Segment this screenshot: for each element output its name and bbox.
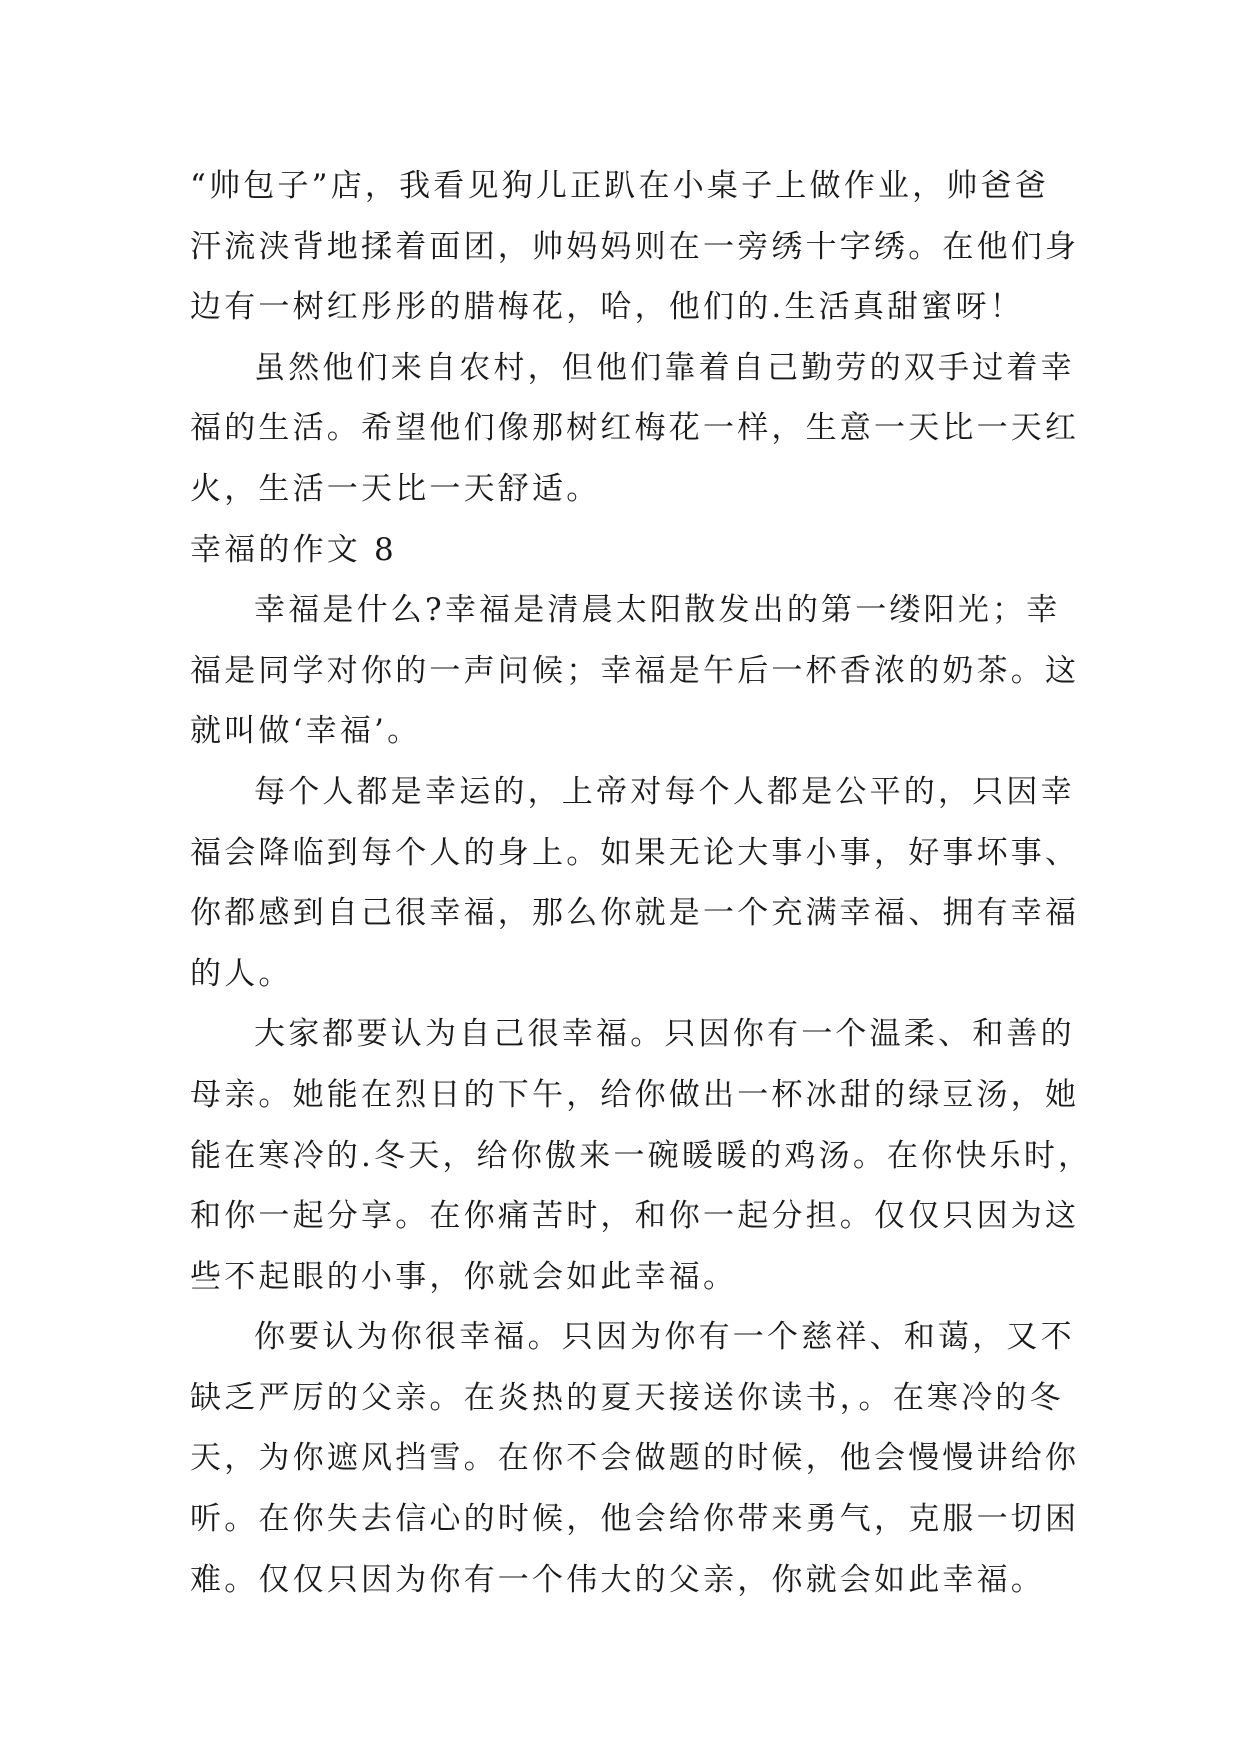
text-line: 能在寒冷的.冬天，给你傲来一碗暖暖的鸡汤。在你快乐时，	[190, 1137, 1093, 1174]
text-line: 就叫做‘幸福’。	[190, 713, 422, 750]
text-line: 福会降临到每个人的身上。如果无论大事小事，好事坏事、	[190, 834, 1080, 871]
text-line: 听。在你失去信心的时候，他会给你带来勇气，克服一切困	[190, 1501, 1080, 1538]
text-line: 火，生活一天比一天舒适。	[190, 470, 601, 507]
text-line: 些不起眼的小事，你就会如此幸福。	[190, 1258, 738, 1295]
text-line: 福的生活。希望他们像那树红梅花一样，生意一天比一天红	[190, 410, 1080, 447]
text-line: 母亲。她能在烈日的下午，给你做出一杯冰甜的绿豆汤，她	[190, 1076, 1080, 1113]
text-line: 汗流浃背地揉着面团，帅妈妈则在一旁绣十字绣。在他们身	[190, 228, 1080, 265]
text-line: 缺乏严厉的父亲。在炎热的夏天接送你读书，。在寒冷的冬	[190, 1379, 1064, 1416]
text-line: 福是同学对你的一声问候；幸福是午后一杯香浓的奶茶。这	[190, 652, 1080, 689]
document-body	[190, 156, 1093, 1610]
text-line: 边有一树红彤彤的腊梅花，哈，他们的.生活真甜蜜呀！	[190, 289, 1024, 326]
text-line: 你都感到自己很幸福，那么你就是一个充满幸福、拥有幸福	[190, 895, 1080, 932]
text-line: “帅包子”店，我看见狗儿正趴在小桌子上做作业，帅爸爸	[190, 168, 1049, 204]
paragraph-start-line: 幸福是什么?幸福是清晨太阳散发出的第一缕阳光；幸	[254, 592, 1061, 629]
text-line: 的人。	[190, 955, 293, 992]
text-line: 难。仅仅只因为你有一个伟大的父亲，你就会如此幸福。	[190, 1561, 1045, 1598]
paragraph-start-line: 每个人都是幸运的，上帝对每个人都是公平的，只因幸	[254, 773, 1075, 810]
paragraph-start-line: 虽然他们来自农村，但他们靠着自己勤劳的双手过着幸	[254, 349, 1075, 386]
section-title: 幸福的作文 8	[190, 531, 397, 568]
text-line: 天，为你遮风挡雪。在你不会做题的时候，他会慢慢讲给你	[190, 1440, 1080, 1477]
text-line: 和你一起分享。在你痛苦时，和你一起分担。仅仅只因为这	[190, 1198, 1080, 1235]
paragraph-start-line: 你要认为你很幸福。只因为你有一个慈祥、和蔼，又不	[254, 1319, 1075, 1356]
paragraph-start-line: 大家都要认为自己很幸福。只因你有一个温柔、和善的	[254, 1016, 1075, 1053]
